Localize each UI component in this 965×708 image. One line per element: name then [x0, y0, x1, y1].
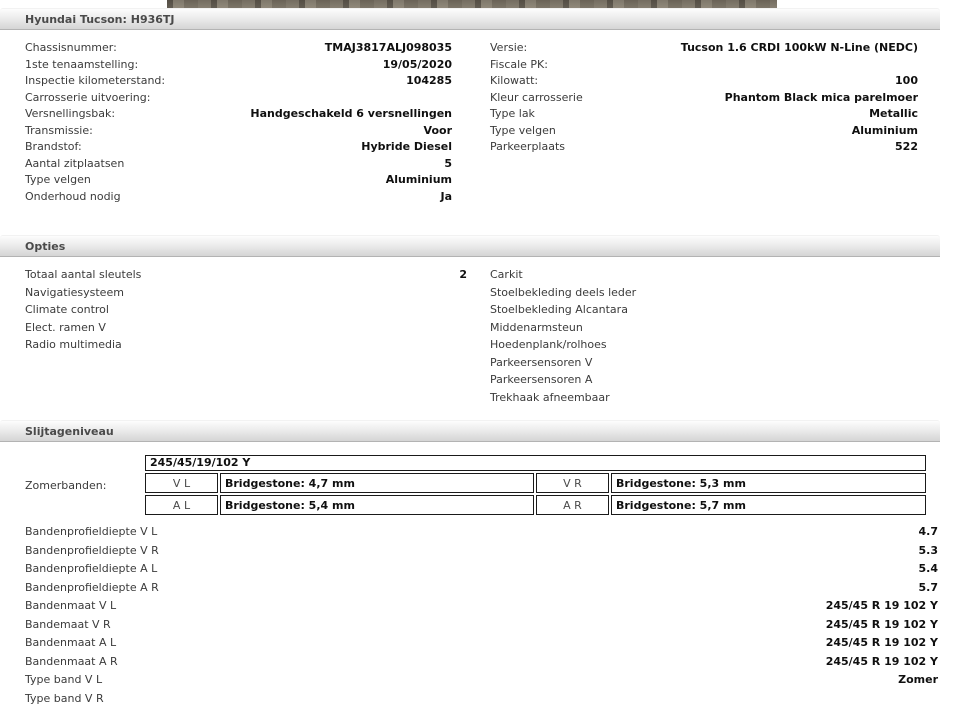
spec-value: Phantom Black mica parelmoer: [583, 90, 918, 107]
spec-label: Parkeerplaats: [490, 139, 565, 156]
wear-label: Bandenprofieldiepte A L: [25, 560, 157, 579]
spec-row: [490, 139, 918, 156]
spec-label: Fiscale PK:: [490, 57, 548, 74]
spec-label: Type velgen: [25, 172, 91, 189]
tyre-position-cell: A L: [145, 495, 218, 515]
spec-row: [490, 123, 918, 140]
spec-value: Metallic: [535, 106, 918, 123]
tyre-measure-cell: Bridgestone: 5,3 mm: [611, 473, 926, 493]
option-value: [122, 336, 467, 354]
wear-label: Bandenprofieldiepte V R: [25, 542, 159, 561]
wear-label: Type band V R: [25, 690, 104, 708]
option-row: [25, 284, 467, 302]
spec-row: [490, 40, 918, 57]
wear-value: 245/45 R 19 102 Y: [116, 597, 938, 616]
spec-value: Aluminium: [91, 172, 452, 189]
wear-row: [25, 560, 938, 579]
spec-label: Transmissie:: [25, 123, 93, 140]
spec-label: Aantal zitplaatsen: [25, 156, 124, 173]
spec-label: Onderhoud nodig: [25, 189, 121, 206]
spec-label: Carrosserie uitvoering:: [25, 90, 150, 107]
wear-row: [25, 634, 938, 653]
spec-row: [490, 106, 918, 123]
wear-row: [25, 653, 938, 672]
spec-row: [25, 123, 452, 140]
vehicle-specs-left-column: [25, 40, 452, 205]
wear-value: Zomer: [102, 671, 938, 690]
spec-label: Type lak: [490, 106, 535, 123]
option-item: Parkeersensoren A: [490, 371, 918, 389]
option-row: [25, 301, 467, 319]
options-left-column: [25, 266, 467, 354]
wear-label: Type band V L: [25, 671, 102, 690]
spec-value: Hybride Diesel: [82, 139, 452, 156]
tyre-position-cell: V R: [536, 473, 609, 493]
spec-value: 19/05/2020: [138, 57, 452, 74]
wear-label: Bandenprofieldiepte A R: [25, 579, 159, 598]
spec-label: Versnellingsbak:: [25, 106, 115, 123]
wear-value: 5.3: [159, 542, 938, 561]
wear-value: 5.4: [157, 560, 938, 579]
wear-value: 245/45 R 19 102 Y: [116, 634, 938, 653]
spec-label: Brandstof:: [25, 139, 82, 156]
option-item: Hoedenplank/rolhoes: [490, 336, 918, 354]
option-label: Navigatiesysteem: [25, 284, 124, 302]
spec-label: Kilowatt:: [490, 73, 538, 90]
wear-value: 4.7: [157, 523, 938, 542]
spec-label: 1ste tenaamstelling:: [25, 57, 138, 74]
spec-row: [25, 106, 452, 123]
spec-value: Voor: [93, 123, 452, 140]
spec-label: Versie:: [490, 40, 527, 57]
wear-label: Bandenprofieldiepte V L: [25, 523, 157, 542]
option-row: [25, 266, 467, 284]
spec-value: Handgeschakeld 6 versnellingen: [115, 106, 452, 123]
section-header-options: [0, 235, 940, 257]
wear-value: [104, 690, 938, 708]
tyre-size-header-cell: 245/45/19/102 Y: [145, 455, 926, 471]
wear-value: 245/45 R 19 102 Y: [111, 616, 938, 635]
option-label: Elect. ramen V: [25, 319, 106, 337]
spec-value: [150, 90, 452, 107]
spec-row: [25, 90, 452, 107]
spec-row: [25, 156, 452, 173]
option-value: [106, 319, 467, 337]
wear-value: 245/45 R 19 102 Y: [118, 653, 938, 672]
wear-row: [25, 542, 938, 561]
tyre-position-cell: V L: [145, 473, 218, 493]
spec-value: Aluminium: [556, 123, 918, 140]
spec-value: 100: [538, 73, 918, 90]
option-value: [124, 284, 467, 302]
spec-value: Ja: [121, 189, 452, 206]
wear-detail-rows: [25, 523, 938, 708]
option-row: [25, 319, 467, 337]
wear-title: Slijtageniveau: [25, 425, 114, 438]
option-item: Parkeersensoren V: [490, 354, 918, 372]
option-item: Carkit: [490, 266, 918, 284]
wear-label: Bandenmaat A L: [25, 634, 116, 653]
spec-row: [25, 172, 452, 189]
spec-value: 5: [124, 156, 452, 173]
option-item: Stoelbekleding deels leder: [490, 284, 918, 302]
spec-value: Tucson 1.6 CRDI 100kW N-Line (NEDC): [527, 40, 918, 57]
spec-row: [25, 40, 452, 57]
spec-row: [25, 189, 452, 206]
option-value: 2: [141, 266, 467, 284]
tyre-measure-cell: Bridgestone: 5,4 mm: [220, 495, 534, 515]
wear-label: Bandenmaat V L: [25, 597, 116, 616]
option-item: Trekhaak afneembaar: [490, 389, 918, 407]
tyre-measure-cell: Bridgestone: 5,7 mm: [611, 495, 926, 515]
spec-value: 522: [565, 139, 918, 156]
wear-label: Bandenmaat A R: [25, 653, 118, 672]
spec-row: [490, 90, 918, 107]
option-label: Climate control: [25, 301, 109, 319]
tyre-wear-table: [145, 455, 936, 515]
wear-row: [25, 616, 938, 635]
spec-row: [25, 73, 452, 90]
tyre-position-cell: A R: [536, 495, 609, 515]
option-label: Radio multimedia: [25, 336, 122, 354]
options-title: Opties: [25, 240, 65, 253]
option-item: Stoelbekleding Alcantara: [490, 301, 918, 319]
spec-row: [25, 139, 452, 156]
wear-label: Bandemaat V R: [25, 616, 111, 635]
option-item: Middenarmsteun: [490, 319, 918, 337]
spec-value: 104285: [165, 73, 452, 90]
spec-row: [25, 57, 452, 74]
spec-value: TMAJ3817ALJ098035: [117, 40, 452, 57]
summer-tyres-label: Zomerbanden:: [25, 478, 106, 494]
option-row: [25, 336, 467, 354]
section-header-wear: [0, 420, 940, 442]
spec-row: [490, 73, 918, 90]
spec-value: [548, 57, 918, 74]
spec-label: Inspectie kilometerstand:: [25, 73, 165, 90]
spec-label: Chassisnummer:: [25, 40, 117, 57]
vehicle-specs-right-column: [490, 40, 918, 156]
options-right-column: [490, 266, 918, 406]
wear-row: [25, 523, 938, 542]
spec-label: Kleur carrosserie: [490, 90, 583, 107]
wear-row: [25, 690, 938, 708]
option-label: Totaal aantal sleutels: [25, 266, 141, 284]
wear-value: 5.7: [159, 579, 938, 598]
tyre-measure-cell: Bridgestone: 4,7 mm: [220, 473, 534, 493]
wear-row: [25, 597, 938, 616]
wear-row: [25, 579, 938, 598]
section-header-vehicle: [0, 8, 940, 30]
vehicle-title: Hyundai Tucson: H936TJ: [25, 13, 175, 26]
wear-row: [25, 671, 938, 690]
spec-row: [490, 57, 918, 74]
option-value: [109, 301, 467, 319]
spec-label: Type velgen: [490, 123, 556, 140]
